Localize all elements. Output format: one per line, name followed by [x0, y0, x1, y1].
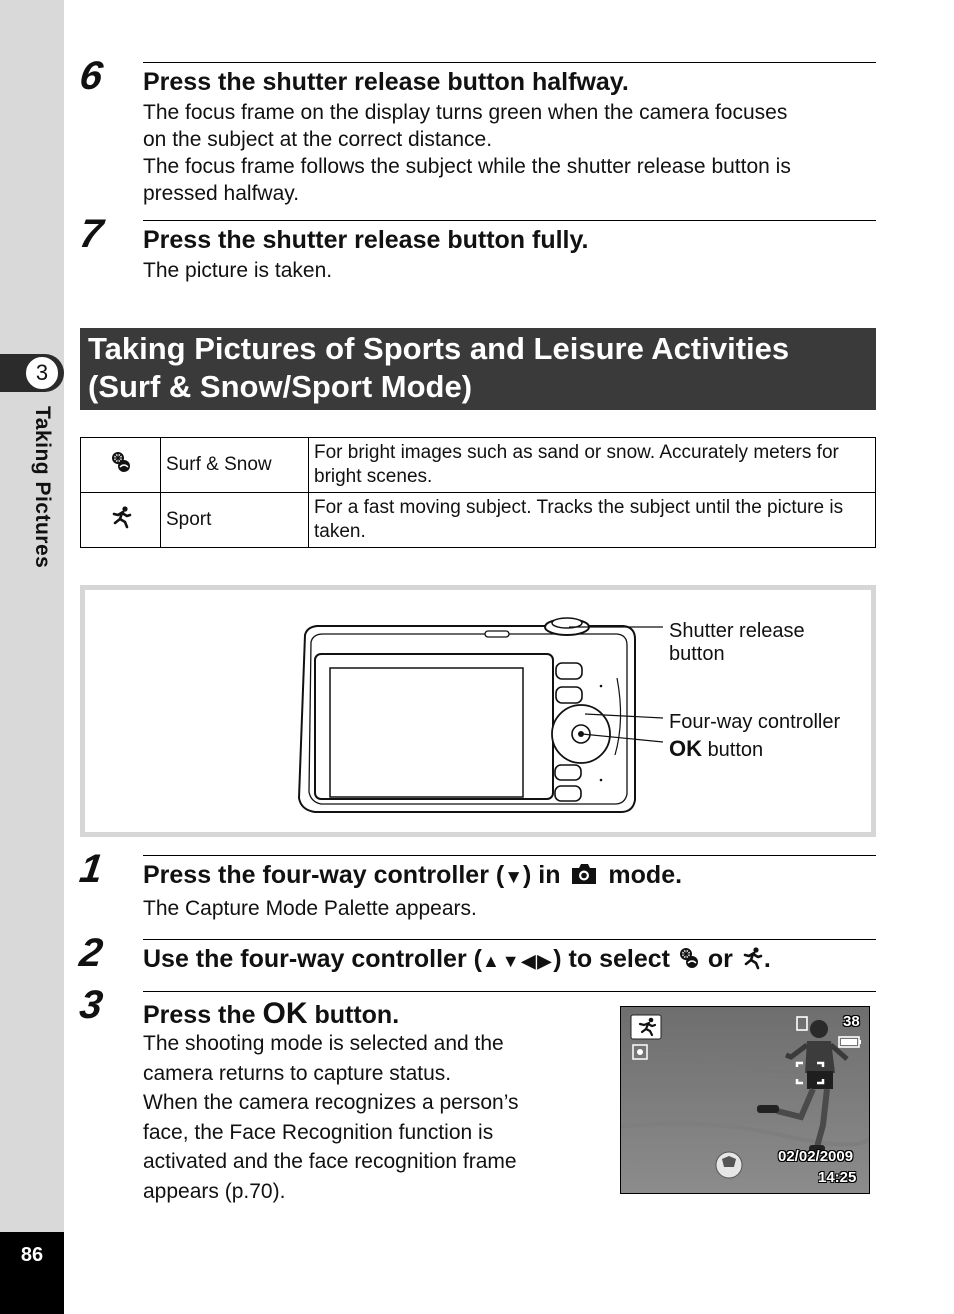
- step-body: [143, 1029, 518, 1207]
- arrow-glyphs: ▲▼◀▶: [481, 951, 554, 971]
- fourway-callout: Four-way controller: [669, 711, 841, 733]
- section-banner: [80, 328, 876, 410]
- body-line: on the subject at the correct distance.: [143, 128, 493, 151]
- soccer-scene: [621, 1007, 870, 1194]
- section-title-line: (Surf & Snow/Sport Mode): [88, 369, 473, 404]
- chapter-number: 3: [24, 355, 60, 391]
- step-number: 7: [76, 212, 106, 256]
- callout-line: button: [669, 643, 725, 665]
- title-text: mode.: [608, 861, 683, 889]
- title-text: or: [707, 945, 733, 973]
- step-rule: [143, 220, 876, 221]
- step-number: 3: [76, 983, 106, 1027]
- callout-text: button: [707, 739, 764, 761]
- ok-button-callout: [669, 737, 763, 762]
- step-body: The Capture Mode Palette appears.: [143, 897, 477, 920]
- body-line: The picture is taken.: [143, 259, 333, 282]
- title-text: Use the four-way controller (: [143, 945, 482, 973]
- body-line: camera returns to capture status.: [143, 1061, 452, 1085]
- step-title: [143, 997, 399, 1031]
- body-line: The focus frame on the display turns green when the camera focuses: [143, 101, 788, 124]
- capture-preview-photo: [620, 1006, 870, 1194]
- body-line: The focus frame follows the subject while the shutter release button is: [143, 155, 791, 178]
- body-line: activated and the face recognition frame: [143, 1150, 517, 1174]
- photo-time: 14:25: [818, 1169, 857, 1186]
- icon-cell: [81, 493, 161, 548]
- title-text: ) to select: [553, 945, 670, 973]
- title-text: ) in: [523, 861, 561, 889]
- body-line: appears (p.70).: [143, 1179, 286, 1203]
- step-title: [143, 945, 771, 974]
- ok-glyph: OK: [262, 997, 308, 1030]
- step-title: Press the shutter release button fully.: [143, 226, 589, 254]
- step-title: Press the shutter release button halfway.: [143, 68, 629, 96]
- shutter-release-callout: [669, 620, 805, 666]
- title-text: button.: [314, 1001, 400, 1029]
- modes-table: [80, 437, 876, 548]
- step-rule: [143, 62, 876, 63]
- step-body: [143, 99, 791, 207]
- title-text: .: [763, 945, 771, 973]
- body-line: pressed halfway.: [143, 182, 300, 205]
- section-title-line: Taking Pictures of Sports and Leisure Activities: [88, 331, 790, 366]
- side-strip: [0, 0, 64, 1314]
- step-number: 2: [76, 931, 106, 975]
- step-rule: [143, 991, 876, 992]
- title-text: Press the: [143, 1001, 256, 1029]
- ok-glyph: OK: [669, 736, 702, 761]
- step-rule: [143, 939, 876, 940]
- photo-date: 02/02/2009: [778, 1148, 854, 1165]
- chapter-title: Taking Pictures: [31, 406, 54, 569]
- body-line: When the camera recognizes a person’s: [143, 1091, 519, 1115]
- down-arrow-glyph: ▼: [504, 867, 524, 888]
- mode-name: Surf & Snow: [161, 438, 309, 493]
- mode-desc: For a fast moving subject. Tracks the subject until the picture is taken.: [309, 493, 876, 548]
- surf-snow-icon: [109, 450, 133, 474]
- step-number: 1: [76, 847, 106, 891]
- sport-icon: [109, 505, 133, 529]
- step-rule: [143, 855, 876, 856]
- step-body: [143, 257, 332, 284]
- title-text: Press the four-way controller (: [143, 861, 505, 889]
- mode-desc: For bright images such as sand or snow. Accurately meters for bright scenes.: [309, 438, 876, 493]
- mode-name: Sport: [161, 493, 309, 548]
- shots-remaining: 38: [843, 1013, 860, 1030]
- step-title: [143, 861, 682, 890]
- callout-line: Shutter release: [669, 620, 805, 642]
- page-number: 86: [20, 1244, 44, 1266]
- sport-icon: [740, 946, 764, 970]
- body-line: The shooting mode is selected and the: [143, 1032, 504, 1055]
- table-row: [81, 438, 876, 493]
- surf-snow-icon: [677, 946, 701, 970]
- camera-figure: [80, 585, 876, 837]
- table-row: [81, 493, 876, 548]
- step-number: 6: [76, 54, 106, 98]
- body-line: face, the Face Recognition function is: [143, 1120, 494, 1144]
- camera-mode-icon: [571, 863, 597, 885]
- icon-cell: [81, 438, 161, 493]
